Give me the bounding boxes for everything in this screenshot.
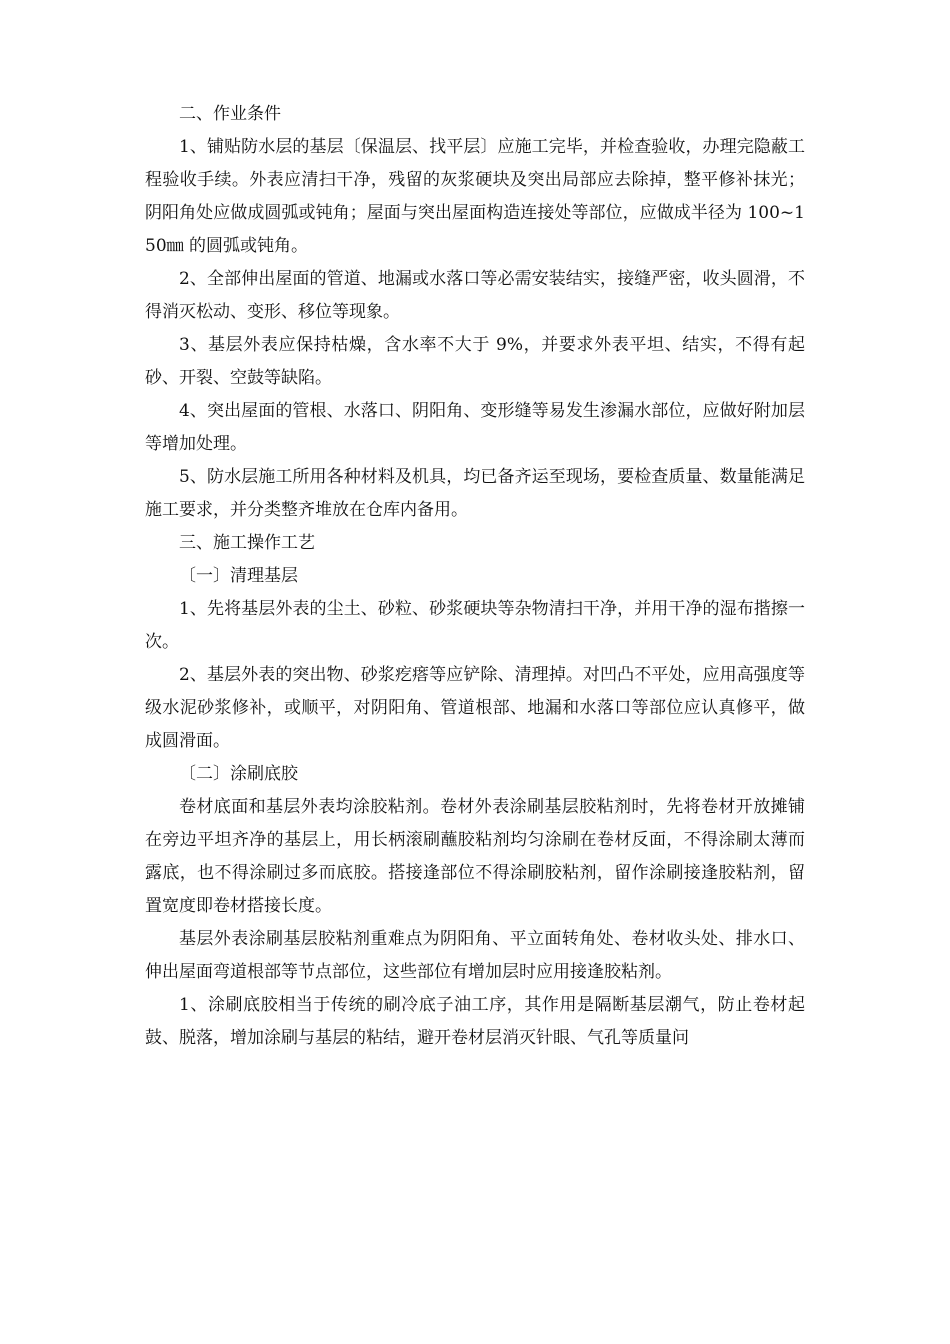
paragraph-clean-1: 1、先将基层外表的尘土、砂粒、砂浆硬块等杂物清扫干净，并用干净的湿布揩擦一次。 xyxy=(145,599,805,652)
paragraph-condition-3: 3、基层外表应保持枯燥，含水率不大于 9%，并要求外表平坦、结实，不得有起砂、开裂、空鼓等缺陷。 xyxy=(145,335,805,388)
document-page xyxy=(145,98,805,1055)
paragraph-primer-intro: 卷材底面和基层外表均涂胶粘剂。卷材外表涂刷基层胶粘剂时，先将卷材开放摊铺在旁边平坦齐净的基层上，用长柄滚刷蘸胶粘剂均匀涂刷在卷材反面，不得涂刷太薄而露底，也不得涂刷过多而底胶。搭接逢部位不得涂刷胶粘剂，留作涂刷接逢胶粘剂，留置宽度即卷材搭接长度。 xyxy=(145,797,805,916)
section-heading-work-conditions: 二、作业条件 xyxy=(179,104,281,124)
paragraph-condition-4: 4、突出屋面的管根、水落口、阴阳角、变形缝等易发生渗漏水部位，应做好附加层等增加处理。 xyxy=(145,401,805,454)
paragraph-condition-2: 2、全部伸出屋面的管道、地漏或水落口等必需安装结实，接缝严密，收头圆滑，不得消灭松动、变形、移位等现象。 xyxy=(145,269,805,322)
section-heading-process: 三、施工操作工艺 xyxy=(179,533,315,553)
paragraph-primer-1: 1、涂刷底胶相当于传统的刷冷底子油工序，其作用是隔断基层潮气，防止卷材起鼓、脱落，增加涂刷与基层的粘结，避开卷材层消灭针眼、气孔等质量问 xyxy=(145,995,805,1048)
paragraph-primer-key-points: 基层外表涂刷基层胶粘剂重难点为阴阳角、平立面转角处、卷材收头处、排水口、伸出屋面弯道根部等节点部位，这些部位有增加层时应用接逢胶粘剂。 xyxy=(145,929,805,982)
subheading-primer: 〔二〕涂刷底胶 xyxy=(179,764,298,784)
paragraph-condition-5: 5、防水层施工所用各种材料及机具，均已备齐运至现场，要检查质量、数量能满足施工要求，并分类整齐堆放在仓库内备用。 xyxy=(145,467,805,520)
subheading-clean-base: 〔一〕清理基层 xyxy=(179,566,298,586)
paragraph-condition-1: 1、铺贴防水层的基层〔保温层、找平层〕应施工完毕，并检查验收，办理完隐蔽工程验收手续。外表应清扫干净，残留的灰浆硬块及突出局部应去除掉，整平修补抹光；阴阳角处应做成圆弧或钝角；屋面与突出屋面构造连接处等部位，应做成半径为 100~150㎜ 的圆弧或钝角。 xyxy=(145,137,805,256)
paragraph-clean-2: 2、基层外表的突出物、砂浆疙瘩等应铲除、清理掉。对凹凸不平处，应用高强度等级水泥砂浆修补，或顺平，对阴阳角、管道根部、地漏和水落口等部位应认真修平，做成圆滑面。 xyxy=(145,665,805,751)
